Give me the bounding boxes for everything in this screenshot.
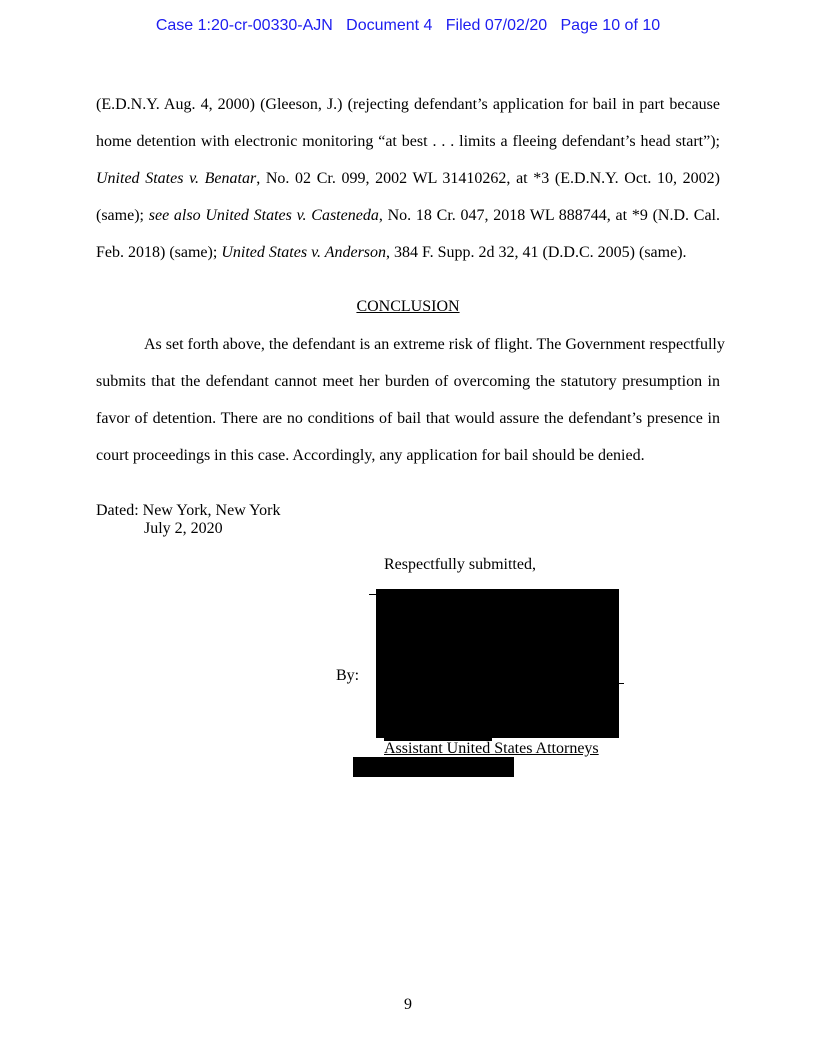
text-line bbox=[96, 197, 720, 234]
text-line bbox=[96, 234, 720, 271]
text-line: court proceedings in this case. Accordingly, any application for bail should be denied. bbox=[96, 447, 645, 464]
redaction-block-signature bbox=[376, 589, 619, 738]
case-name: United States v. Benatar bbox=[96, 170, 257, 187]
by-label: By: bbox=[336, 667, 360, 684]
signatory-title: Assistant United States Attorneys bbox=[384, 740, 599, 757]
text-line bbox=[96, 160, 720, 197]
case-name: United States v. Anderson bbox=[221, 244, 387, 261]
closing-text: Respectfully submitted, bbox=[384, 556, 536, 573]
citation-text: , No. 18 Cr. 047, 2018 WL 888744, at *9 (N.D. Cal. bbox=[378, 207, 721, 224]
text-line: favor of detention. There are no conditions of bail that would assure the defendant’s presence in bbox=[96, 410, 720, 427]
paragraph-conclusion bbox=[96, 326, 725, 474]
text-line: As set forth above, the defendant is an extreme risk of flight. The Government respectfully bbox=[144, 336, 725, 353]
signature-line bbox=[376, 683, 624, 684]
paragraph-citations bbox=[96, 86, 720, 271]
text-line: home detention with electronic monitoring “at best . . . limits a fleeing defendant’s head start”); bbox=[96, 133, 720, 150]
citation-text: , 384 F. Supp. 2d 32, 41 (D.D.C. 2005) (same). bbox=[386, 244, 687, 261]
page-number: 9 bbox=[404, 996, 412, 1013]
dated-date: July 2, 2020 bbox=[144, 520, 223, 537]
dated-location: Dated: New York, New York bbox=[96, 502, 281, 519]
redaction-block-contact bbox=[353, 757, 514, 777]
citation-text: , No. 02 Cr. 099, 2002 WL 31410262, at *3 (E.D.N.Y. Oct. 10, 2002) bbox=[256, 170, 720, 187]
text-line: (E.D.N.Y. Aug. 4, 2000) (Gleeson, J.) (rejecting defendant’s application for bail in part because bbox=[96, 96, 720, 113]
text-line: submits that the defendant cannot meet her burden of overcoming the statutory presumption in bbox=[96, 373, 720, 390]
citation-text: (same); bbox=[96, 207, 149, 224]
case-header-stamp: Case 1:20-cr-00330-AJN Document 4 Filed 07/02/20 Page 10 of 10 bbox=[155, 17, 661, 34]
case-name: see also United States v. Casteneda bbox=[148, 207, 379, 224]
citation-text: Feb. 2018) (same); bbox=[96, 244, 222, 261]
section-heading-conclusion: CONCLUSION bbox=[356, 298, 460, 315]
